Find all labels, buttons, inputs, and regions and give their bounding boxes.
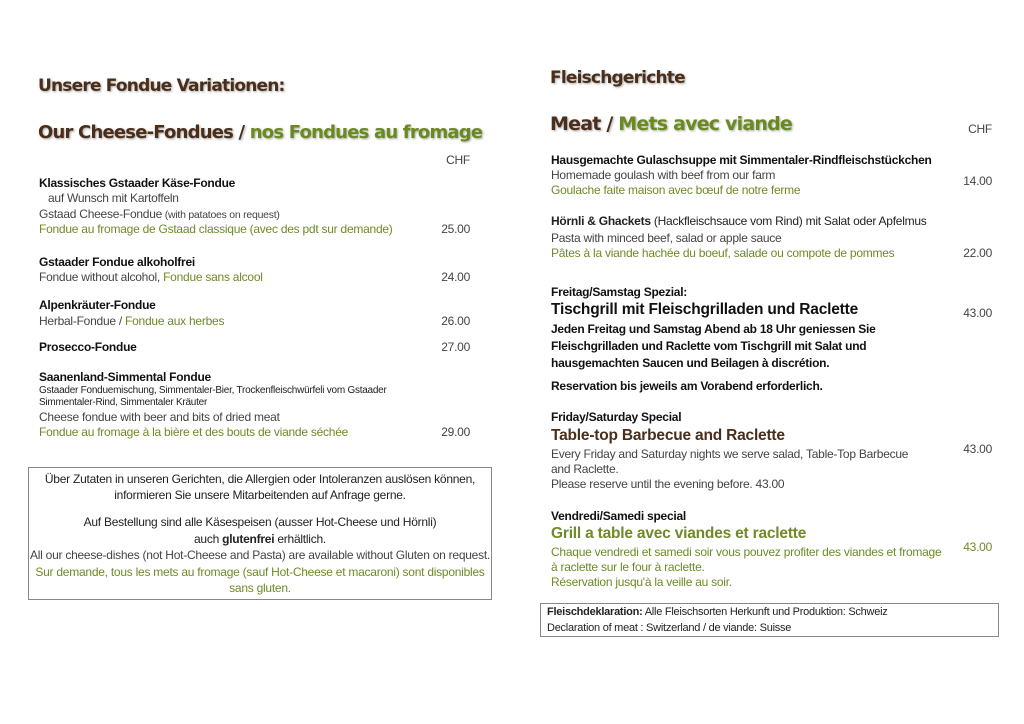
subtitle-en: Our Cheese-Fondues bbox=[38, 122, 234, 143]
item-name: Gstaader Fondue alkoholfrei bbox=[39, 255, 195, 269]
special-desc: Please reserve until the evening before. 43.00 bbox=[551, 477, 785, 491]
item-price: 43.00 bbox=[963, 442, 992, 456]
item-fr: Goulache faite maison avec bœuf de notre ferme bbox=[551, 183, 801, 197]
meat-declaration-box bbox=[540, 603, 999, 637]
declaration-line bbox=[547, 605, 888, 619]
item-name: Alpenkräuter-Fondue bbox=[39, 298, 156, 312]
special-desc: Fleischgrilladen und Raclette vom Tischgrill mit Salat und bbox=[551, 339, 867, 353]
item-fr: Fondue sans alcool bbox=[163, 270, 263, 284]
gluten-free-emphasis: glutenfrei bbox=[222, 532, 275, 546]
item-en: Homemade goulash with beef from our farm bbox=[551, 168, 776, 182]
notice-line-fr: sans gluten. bbox=[229, 581, 291, 595]
special-label: Freitag/Samstag Spezial: bbox=[551, 285, 688, 299]
special-desc: Chaque vendredi et samedi soir vous pouvez profiter des viandes et fromage bbox=[551, 545, 942, 559]
special-desc: Réservation jusqu'à la veille au soir. bbox=[551, 575, 732, 589]
currency-label: CHF bbox=[446, 153, 470, 167]
notice-line-fr: Sur demande, tous les mets au fromage (sauf Hot-Cheese et macaroni) sont disponibles bbox=[35, 565, 485, 579]
subtitle-fr: nos Fondues au fromage bbox=[249, 122, 483, 143]
special-label: Vendredi/Samedi special bbox=[551, 509, 686, 523]
notice-line: Auf Bestellung sind alle Käsespeisen (ausser Hot-Cheese und Hörnli) bbox=[83, 515, 437, 529]
declaration-text: Alle Fleischsorten Herkunft und Produktion: Schweiz bbox=[642, 606, 888, 618]
notice-line-en: All our cheese-dishes (not Hot-Cheese and Pasta) are available without Gluten on request. bbox=[29, 548, 491, 562]
section-title: Fleischgerichte bbox=[550, 68, 685, 88]
item-price: 29.00 bbox=[441, 425, 470, 439]
item-fr: Fondue aux herbes bbox=[125, 314, 225, 328]
item-name-bold: Hörnli & Ghackets bbox=[551, 214, 651, 228]
special-desc: Every Friday and Saturday nights we serve salad, Table-Top Barbecue bbox=[551, 447, 909, 461]
item-en bbox=[39, 207, 280, 222]
special-desc: and Raclette. bbox=[551, 462, 619, 476]
item-name: Hausgemachte Gulaschsuppe mit Simmentaler-Rindfleischstückchen bbox=[551, 153, 932, 167]
item-name bbox=[551, 214, 927, 228]
notice-line: informieren Sie unsere Mitarbeitenden auf Anfrage gerne. bbox=[114, 488, 406, 502]
special-title: Grill a table avec viandes et raclette bbox=[551, 525, 807, 542]
subtitle-en: Meat bbox=[550, 113, 601, 135]
item-price: 24.00 bbox=[441, 270, 470, 284]
subtitle-separator: / bbox=[233, 122, 250, 143]
notice-text: erhältlich. bbox=[274, 532, 326, 546]
item-note: auf Wunsch mit Kartoffeln bbox=[48, 191, 179, 205]
item-price: 14.00 bbox=[963, 174, 992, 188]
special-label: Friday/Saturday Special bbox=[551, 410, 682, 424]
special-reservation: Reservation bis jeweils am Vorabend erforderlich. bbox=[551, 379, 823, 393]
item-en-note: (with patatoes on request) bbox=[162, 209, 280, 221]
item-translation bbox=[39, 270, 263, 284]
item-name: Klassisches Gstaader Käse-Fondue bbox=[39, 176, 236, 190]
special-desc: hausgemachten Saucen und Beilagen à discrétion. bbox=[551, 356, 830, 370]
item-en: Cheese fondue with beer and bits of dried meat bbox=[39, 410, 280, 424]
subtitle-separator: / bbox=[600, 113, 619, 135]
item-name: Saanenland-Simmental Fondue bbox=[39, 370, 211, 384]
item-translation bbox=[39, 314, 224, 328]
item-price: 43.00 bbox=[963, 540, 992, 554]
section-subtitle bbox=[550, 113, 792, 135]
item-en: Pasta with minced beef, salad or apple sauce bbox=[551, 231, 782, 245]
declaration-line: Declaration of meat : Switzerland / de viande: Suisse bbox=[547, 622, 792, 634]
notice-text: auch bbox=[194, 532, 223, 546]
special-desc: Jeden Freitag und Samstag Abend ab 18 Uhr geniessen Sie bbox=[551, 322, 876, 336]
subtitle-fr: Mets avec viande bbox=[618, 113, 792, 135]
item-price: 25.00 bbox=[441, 222, 470, 236]
currency-label: CHF bbox=[968, 122, 992, 136]
item-en-text: Gstaad Cheese-Fondue bbox=[39, 207, 163, 221]
item-en: Fondue without alcohol, bbox=[39, 270, 164, 284]
notice-line: Über Zutaten in unseren Gerichten, die Allergien oder Intoleranzen auslösen können, bbox=[44, 472, 476, 486]
declaration-label: Fleischdeklaration: bbox=[547, 606, 643, 618]
item-name: Prosecco-Fondue bbox=[39, 340, 137, 354]
special-title: Tischgrill mit Fleischgrilladen und Raclette bbox=[551, 301, 859, 318]
item-price: 27.00 bbox=[441, 340, 470, 354]
item-fr: Fondue au fromage à la bière et des bouts de viande séchée bbox=[39, 425, 349, 439]
item-en: Herbal-Fondue / bbox=[39, 314, 126, 328]
item-price: 22.00 bbox=[963, 246, 992, 260]
item-desc: Gstaader Fonduemischung, Simmentaler-Bier, Trockenfleischwürfeli vom Gstaader bbox=[39, 385, 387, 396]
item-price: 43.00 bbox=[963, 306, 992, 320]
item-fr: Fondue au fromage de Gstaad classique (avec des pdt sur demande) bbox=[39, 222, 393, 236]
notice-line bbox=[29, 532, 491, 546]
item-price: 26.00 bbox=[441, 314, 470, 328]
item-fr: Pâtes à la viande hachée du boeuf, salade ou compote de pommes bbox=[551, 246, 895, 260]
section-title: Unsere Fondue Variationen: bbox=[38, 76, 285, 96]
allergen-notice-box bbox=[28, 467, 492, 600]
item-name-note: (Hackfleischsauce vom Rind) mit Salat oder Apfelmus bbox=[650, 214, 927, 228]
item-desc: Simmentaler-Rind, Simmentaler Kräuter bbox=[39, 397, 208, 408]
section-subtitle bbox=[38, 122, 482, 143]
special-title: Table-top Barbecue and Raclette bbox=[551, 427, 785, 444]
special-desc: à raclette sur le four à raclette. bbox=[551, 560, 705, 574]
